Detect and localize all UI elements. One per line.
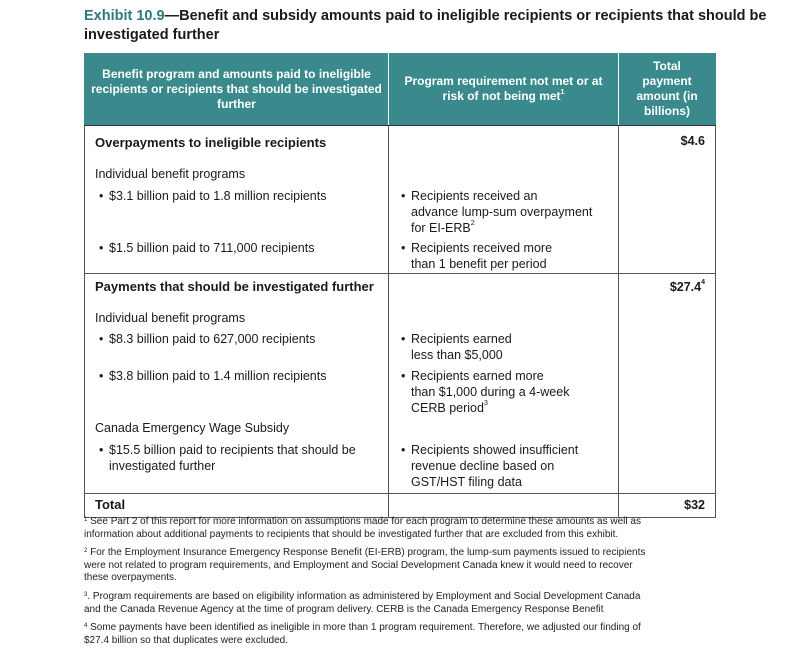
requirement-earned-less-l2: less than $5,000 (411, 348, 503, 362)
investigate-amount-cell (619, 274, 716, 494)
footnote-ref-4: 4 (701, 279, 705, 286)
exhibit-table (84, 53, 716, 518)
requirement-earned-more-l2: than $1,000 during a 4-week (411, 385, 570, 399)
total-amount: $32 (684, 498, 705, 512)
investigate-programs-cell (85, 274, 389, 494)
section-investigate-further (85, 274, 716, 494)
footnote-2 (84, 547, 724, 585)
bullet: • (401, 369, 406, 383)
footnote-4-line2: $27.4 billion so that duplicates were excluded. (84, 634, 289, 646)
bullet: • (401, 189, 406, 203)
footnote-ref-3: 3 (483, 400, 488, 407)
table-header-row (85, 53, 716, 126)
total-empty-cell (389, 494, 619, 518)
footnote-1 (84, 516, 724, 541)
footnote-3-line2: and the Canada Revenue Agency at the time of program delivery. CERB is the Canada Emergency Response Benefit (84, 603, 604, 615)
footnote-ref-1: 1 (560, 89, 565, 96)
requirement-lump-sum-l1: Recipients received an (411, 189, 538, 203)
bullet: • (99, 189, 104, 203)
footnote-4-mark: 4 (84, 623, 88, 629)
bullet: • (401, 332, 406, 346)
overpayments-requirements-cell (389, 126, 619, 274)
subheading-wage-subsidy: Canada Emergency Wage Subsidy (95, 421, 290, 435)
footnote-3-mark: 3 (84, 592, 88, 598)
bullet: • (99, 332, 104, 346)
exhibit-number: Exhibit 10.9 (84, 8, 165, 24)
requirement-lump-sum-l3-text: for EI-ERB (411, 221, 471, 235)
payment-3-1-billion: $3.1 billion paid to 1.8 million recipients (109, 189, 327, 203)
bullet: • (99, 241, 104, 255)
bullet: • (401, 443, 406, 457)
subheading-individual-benefit: Individual benefit programs (95, 167, 246, 181)
payment-1-5-billion: $1.5 billion paid to 711,000 recipients (109, 241, 315, 255)
requirement-revenue-decline-l1: Recipients showed insufficient (411, 443, 579, 457)
overpayments-amount-cell (619, 126, 716, 274)
section-title-overpayments: Overpayments to ineligible recipients (95, 135, 327, 150)
exhibit-title (84, 7, 784, 45)
footnote-3 (84, 591, 724, 616)
bullet: • (401, 241, 406, 255)
investigate-amount-value: $27.4 (669, 280, 702, 294)
payment-15-5-billion-l1: $15.5 billion paid to recipients that should be (109, 443, 356, 457)
total-amount-cell (619, 494, 716, 518)
total-label: Total (95, 497, 126, 512)
header-benefit-program: Benefit program and amounts paid to ineligible recipients or recipients that should be investigated further (85, 53, 389, 126)
requirement-more-than-1-l2: than 1 benefit per period (411, 257, 547, 271)
requirement-revenue-decline-l2: revenue decline based on (411, 459, 555, 473)
requirement-earned-less-l1: Recipients earned (411, 332, 512, 346)
section-title-investigate: Payments that should be investigated further (95, 279, 374, 294)
subheading-individual-benefit-2: Individual benefit programs (95, 311, 246, 325)
requirement-more-than-1-l1: Recipients received more (411, 241, 553, 255)
bullet: • (99, 443, 104, 457)
total-label-cell (85, 494, 389, 518)
footnote-ref-2: 2 (470, 220, 475, 227)
payment-3-8-billion: $3.8 billion paid to 1.4 million recipients (109, 369, 327, 383)
footnote-2-mark: 2 (84, 548, 88, 554)
requirement-earned-more-l3 (411, 400, 488, 416)
footnote-1-line2: information about additional payments to recipients that should be investigated further that are excluded from this exhibit. (84, 528, 619, 540)
overpayments-amount: $4.6 (680, 134, 705, 148)
header-total-payment: Total payment amount (in billions) (619, 53, 716, 126)
bullet: • (99, 369, 104, 383)
payment-15-5-billion-l2: investigated further (109, 459, 216, 473)
total-row (85, 494, 716, 518)
footnote-2-line2: were not related to program requirements, and Employment and Social Development Canada knew it would need to recover (84, 559, 633, 571)
requirement-lump-sum-l2: advance lump-sum overpayment (411, 205, 593, 219)
header-program-requirement (389, 53, 619, 126)
footnote-4-line1: Some payments have been identified as ineligible in more than 1 program requirement. Therefore, we adjusted our finding of (90, 622, 641, 633)
requirement-earned-more-l3-text: CERB period (411, 401, 484, 415)
investigate-requirements-cell (389, 274, 619, 494)
footnote-2-line1: For the Employment Insurance Emergency Response Benefit (EI-ERB) program, the lump-sum payments issued to recipients (90, 547, 646, 558)
requirement-revenue-decline-l3: GST/HST filing data (411, 475, 522, 489)
requirement-earned-more-l1: Recipients earned more (411, 369, 544, 383)
requirement-lump-sum-l3 (411, 220, 475, 236)
footnote-2-line3: these overpayments. (84, 572, 177, 583)
footnote-1-line1: See Part 2 of this report for more information on assumptions made for each program to determine these amounts as well as (90, 516, 641, 527)
payment-8-3-billion: $8.3 billion paid to 627,000 recipients (109, 332, 316, 346)
investigate-amount (670, 279, 705, 295)
section-overpayments (85, 126, 716, 274)
exhibit-title-text: —Benefit and subsidy amounts paid to ineligible recipients or recipients that should be investigated further (84, 8, 767, 43)
header-program-requirement-text: Program requirement not met or at risk of not being met (404, 74, 603, 103)
footnote-3-line1: . Program requirements are based on eligibility information as administered by Employment and Social Development Canada (87, 591, 641, 602)
footnote-4 (84, 622, 724, 647)
footnote-1-mark: 1 (84, 517, 88, 523)
overpayments-programs-cell (85, 126, 389, 274)
